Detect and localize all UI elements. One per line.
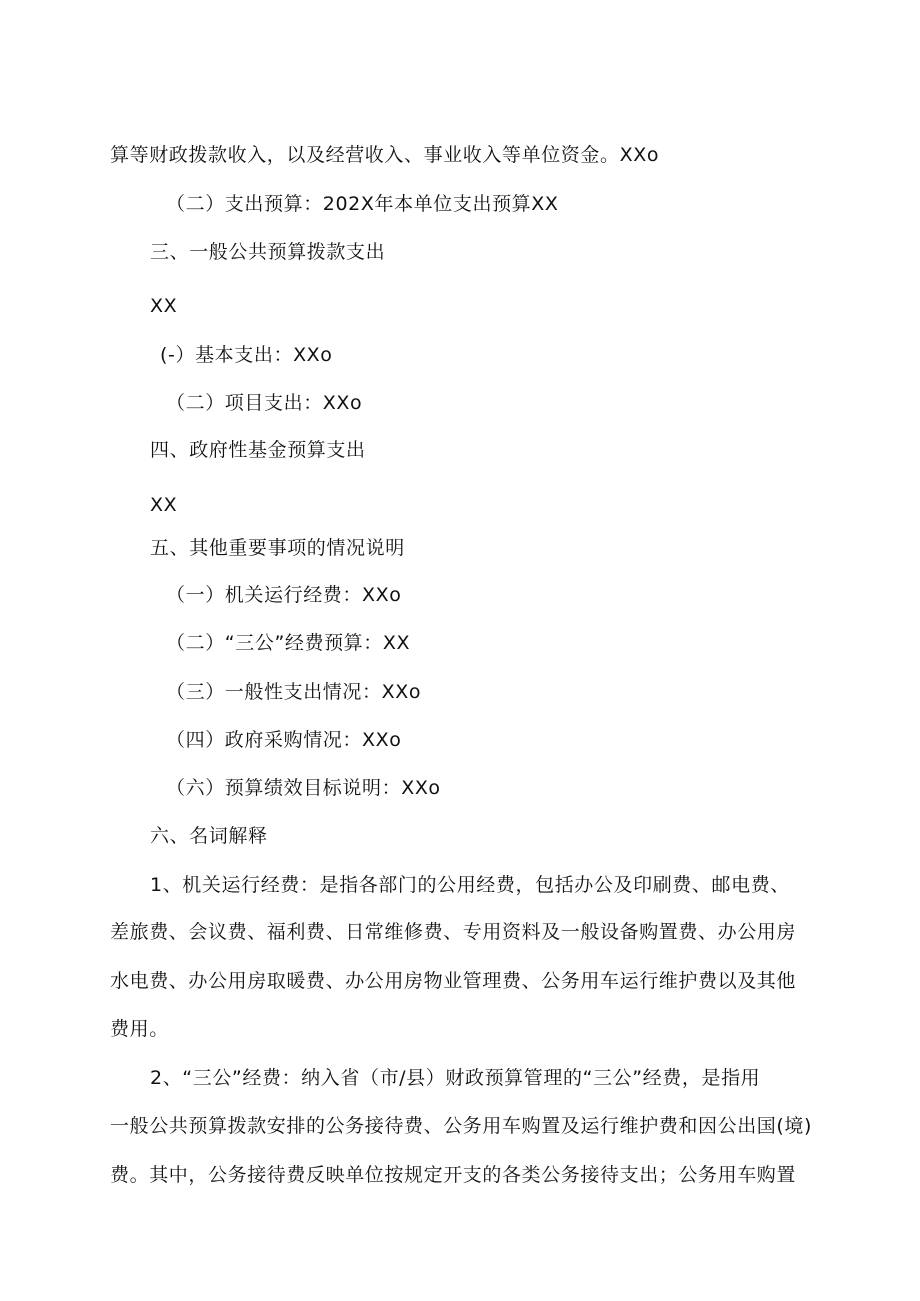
section-heading: 四、政府性基金预算支出 [150,439,366,461]
paragraph-line: （二）支出预算：202X年本单位支出预算XX [166,193,559,215]
paragraph-line: 差旅费、会议费、福利费、日常维修费、专用资料及一般设备购置费、办公用房 [110,921,797,943]
paragraph-line: （三）一般性支出情况：XXo [166,681,422,703]
paragraph-line: （四）政府采购情况：XXo [166,729,402,751]
paragraph-line: XX [150,494,178,516]
section-heading: 五、其他重要事项的情况说明 [150,537,405,559]
section-heading: 六、名词解释 [150,825,268,847]
paragraph-line: （一）机关运行经费：XXo [166,584,402,606]
paragraph-line: 费。其中，公务接待费反映单位按规定开支的各类公务接待支出；公务用车购置 [110,1164,797,1186]
paragraph-line: 一般公共预算拨款安排的公务接待费、公务用车购置及运行维护费和因公出国(境) [110,1115,813,1137]
paragraph-line: （二）“三公”经费预算：XX [166,632,411,654]
paragraph-line: 费用。 [110,1018,169,1040]
paragraph-line: XX [150,295,178,317]
paragraph-line: （二）项目支出：XXo [166,392,363,414]
paragraph-line: 2、“三公”经费：纳入省（市/县）财政预算管理的“三公”经费，是指用 [150,1067,761,1089]
paragraph-line: 算等财政拨款收入，以及经营收入、事业收入等单位资金。XXo [110,144,660,166]
paragraph-line: (-）基本支出：XXo [160,344,333,366]
paragraph-line: 1、机关运行经费：是指各部门的公用经费，包括办公及印刷费、邮电费、 [150,874,790,896]
section-heading: 三、一般公共预算拨款支出 [150,241,386,263]
paragraph-line: 水电费、办公用房取暖费、办公用房物业管理费、公务用车运行维护费以及其他 [110,970,797,992]
paragraph-line: （六）预算绩效目标说明：XXo [166,777,441,799]
